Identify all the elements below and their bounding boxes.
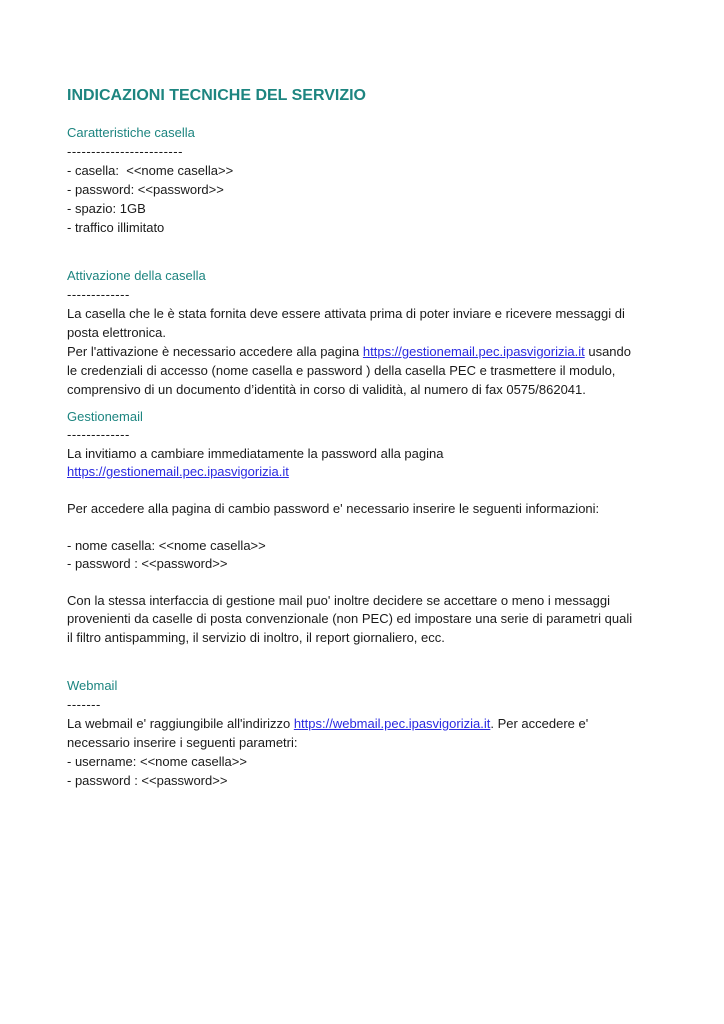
text-line: La invitiamo a cambiare immediatamente la password alla pagina xyxy=(67,445,444,461)
dashes-divider: ------------- xyxy=(67,287,130,302)
text-line xyxy=(67,342,694,361)
text-line: le credenziali di accesso (nome casella e password ) della casella PEC e trasmettere il modulo, xyxy=(67,363,616,378)
section-heading: Gestionemail xyxy=(67,409,143,424)
text-line xyxy=(67,463,694,481)
hyperlink-gestionemail-standalone[interactable]: https://gestionemail.pec.ipasvigorizia.it xyxy=(67,464,289,480)
text-segment: La webmail e' raggiungibile all'indirizzo xyxy=(67,716,294,731)
dashes-divider: ------------- xyxy=(67,427,130,443)
blank-line xyxy=(67,574,694,592)
hyperlink-gestionemail[interactable]: https://gestionemail.pec.ipasvigorizia.it xyxy=(362,344,585,359)
text-line: posta elettronica. xyxy=(67,325,167,340)
section-heading: Webmail xyxy=(67,678,118,693)
page-title: INDICAZIONI TECNICHE DEL SERVIZIO xyxy=(67,87,366,104)
text-line: - nome casella: <<nome casella>> xyxy=(67,537,266,553)
text-segment: . Per accedere e' xyxy=(490,716,589,731)
text-line: Per accedere alla pagina di cambio password e' necessario inserire le seguenti informazioni: xyxy=(67,501,600,517)
dashes-divider: ------- xyxy=(67,697,101,712)
text-line: il filtro antispamming, il servizio di inoltro, il report giornaliero, ecc. xyxy=(67,629,445,645)
text-line xyxy=(67,714,694,733)
dashes-divider: ------------------------ xyxy=(67,144,183,159)
text-segment: usando xyxy=(584,344,631,359)
section-caratteristiche xyxy=(67,123,694,237)
blank-line xyxy=(67,482,694,500)
hyperlink-webmail[interactable]: https://webmail.pec.ipasvigorizia.it xyxy=(293,716,491,731)
section-webmail xyxy=(67,676,694,790)
section-gestionemail xyxy=(67,408,694,647)
text-line: - password: <<password>> xyxy=(67,182,224,197)
text-line: - casella: <<nome casella>> xyxy=(67,163,234,178)
text-line: comprensivo di un documento d’identità in corso di validità, al numero di fax 0575/862041. xyxy=(67,382,586,397)
text-line: La casella che le è stata fornita deve essere attivata prima di poter inviare e ricevere messaggi di xyxy=(67,306,625,321)
blank-line xyxy=(67,518,694,536)
text-line: - traffico illimitato xyxy=(67,220,165,235)
text-line: Con la stessa interfaccia di gestione mail puo' inoltre decidere se accettare o meno i messaggi xyxy=(67,593,610,609)
text-line: - spazio: 1GB xyxy=(67,201,146,216)
section-heading: Caratteristiche casella xyxy=(67,125,195,140)
text-line: - password : <<password>> xyxy=(67,556,228,572)
text-line: necessario inserire i seguenti parametri: xyxy=(67,735,298,750)
text-line: provenienti da caselle di posta convenzionale (non PEC) ed impostare una serie di parametri quali xyxy=(67,611,633,627)
section-heading: Attivazione della casella xyxy=(67,268,206,283)
text-line: - password : <<password>> xyxy=(67,773,228,788)
section-attivazione xyxy=(67,266,694,399)
text-segment: Per l'attivazione è necessario accedere alla pagina xyxy=(67,344,363,359)
text-line: - username: <<nome casella>> xyxy=(67,754,247,769)
